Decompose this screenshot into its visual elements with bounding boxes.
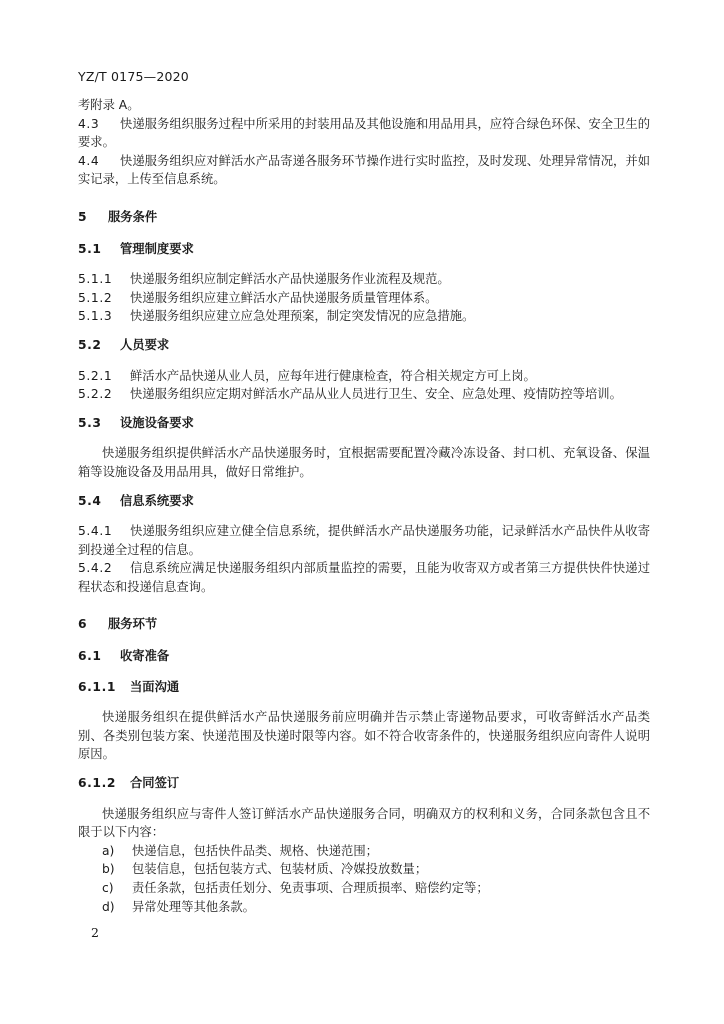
section-title: 当面沟通 (130, 679, 180, 694)
list-item (78, 842, 650, 861)
clause-text: 快递服务组织应定期对鲜活水产品从业人员进行卫生、安全、应急处理、疫情防控等培训。 (130, 387, 622, 402)
section-title: 合同签订 (130, 776, 180, 791)
section-6-heading (78, 615, 650, 634)
clause-5-1-3 (78, 307, 650, 326)
list-text: 快递信息，包括快件品类、规格、快递范围； (132, 843, 378, 858)
list-text: 包装信息，包括包装方式、包装材质、冷媒投放数量； (132, 862, 428, 877)
clause-number: 5.2.1 (78, 368, 113, 383)
section-title: 信息系统要求 (120, 493, 194, 508)
standard-code-header: YZ/T 0175—2020 (78, 69, 189, 84)
clause-5-4-2 (78, 559, 650, 596)
list-marker: b) (102, 862, 115, 877)
clause-text: 快递服务组织应制定鲜活水产品快递服务作业流程及规范。 (130, 272, 450, 287)
section-5-4-heading (78, 492, 650, 511)
section-number: 5.3 (78, 415, 102, 430)
section-number: 6.1.2 (78, 776, 117, 791)
section-number: 5.2 (78, 337, 102, 352)
clause-5-2-2 (78, 385, 650, 404)
section-title: 管理制度要求 (120, 241, 194, 256)
clause-number: 5.4.1 (78, 524, 113, 539)
section-6-1-1-heading (78, 678, 650, 697)
section-5-1-heading (78, 240, 650, 259)
section-title: 服务条件 (108, 209, 158, 224)
section-5-2-heading (78, 336, 650, 355)
section-number: 6.1 (78, 649, 102, 664)
clause-4-3 (78, 115, 650, 152)
continued-line: 考附录 A。 (78, 98, 140, 112)
clause-text: 快递服务组织应建立健全信息系统，提供鲜活水产品快递服务功能，记录鲜活水产品快件从收寄到投递全过程的信息。 (78, 524, 650, 557)
section-number: 6.1.1 (78, 679, 117, 694)
clause-5-2-1 (78, 367, 650, 386)
clause-text: 快递服务组织应建立应急处理预案，制定突发情况的应急措施。 (130, 309, 475, 324)
list-item (78, 879, 650, 898)
section-title: 服务环节 (108, 617, 158, 632)
clause-text: 信息系统应满足快递服务组织内部质量监控的需要，且能为收寄双方或者第三方提供快件快递过程状态和投递信息查询。 (78, 561, 650, 594)
list-text: 责任条款，包括责任划分、免责事项、合理质损率、赔偿约定等； (132, 881, 489, 895)
section-number: 5.4 (78, 493, 102, 508)
section-6-1-2-heading (78, 774, 650, 793)
clause-text: 快递服务组织应对鲜活水产品寄递各服务环节操作进行实时监控，及时发现、处理异常情况，并如实记录，上传至信息系统。 (78, 153, 650, 187)
list-text: 异常处理等其他条款。 (132, 899, 255, 914)
list-marker: c) (102, 881, 114, 895)
clause-5-4-1 (78, 522, 650, 559)
clause-number: 5.1.3 (78, 309, 113, 324)
section-number: 5 (78, 209, 88, 224)
section-6-1-1-paragraph: 快递服务组织在提供鲜活水产品快递服务前应明确并告示禁止寄递物品要求，可收寄鲜活水产品类别、各类别包装方案、快递范围及快递时限等内容。如不符合收寄条件的，快递服务组织应向寄件人说明原因。 (78, 710, 650, 762)
section-title: 收寄准备 (120, 649, 170, 664)
list-item (78, 860, 650, 879)
clause-text: 鲜活水产品快递从业人员，应每年进行健康检查，符合相关规定方可上岗。 (130, 368, 536, 383)
clause-4-4 (78, 152, 650, 189)
section-5-3-heading (78, 414, 650, 433)
page-number: 2 (91, 925, 99, 940)
section-6-1-heading (78, 647, 650, 666)
section-6-1-2-paragraph: 快递服务组织应与寄件人签订鲜活水产品快递服务合同，明确双方的权利和义务，合同条款包含且不限于以下内容： (78, 806, 650, 840)
clause-number: 5.1.1 (78, 272, 113, 287)
clause-number: 5.1.2 (78, 290, 113, 305)
clause-number: 5.2.2 (78, 387, 113, 402)
section-title: 设施设备要求 (120, 415, 194, 430)
clause-text: 快递服务组织应建立鲜活水产品快递服务质量管理体系。 (130, 290, 438, 305)
clause-text: 快递服务组织服务过程中所采用的封装用品及其他设施和用品用具，应符合绿色环保、安全卫生的要求。 (78, 116, 650, 150)
list-marker: a) (102, 843, 115, 858)
clause-number: 5.4.2 (78, 561, 113, 576)
section-5-3-paragraph: 快递服务组织提供鲜活水产品快递服务时，宜根据需要配置冷藏冷冻设备、封口机、充氧设备、保温箱等设施设备及用品用具，做好日常维护。 (78, 446, 650, 479)
list-marker: d) (102, 899, 115, 914)
section-5-heading (78, 208, 650, 227)
clause-number: 4.3 (78, 116, 100, 131)
clause-5-1-2 (78, 289, 650, 308)
section-number: 5.1 (78, 241, 102, 256)
clause-5-1-1 (78, 270, 650, 289)
clause-number: 4.4 (78, 153, 100, 168)
body-content (78, 96, 650, 916)
list-item (78, 898, 650, 917)
section-number: 6 (78, 617, 88, 632)
section-title: 人员要求 (120, 337, 170, 352)
